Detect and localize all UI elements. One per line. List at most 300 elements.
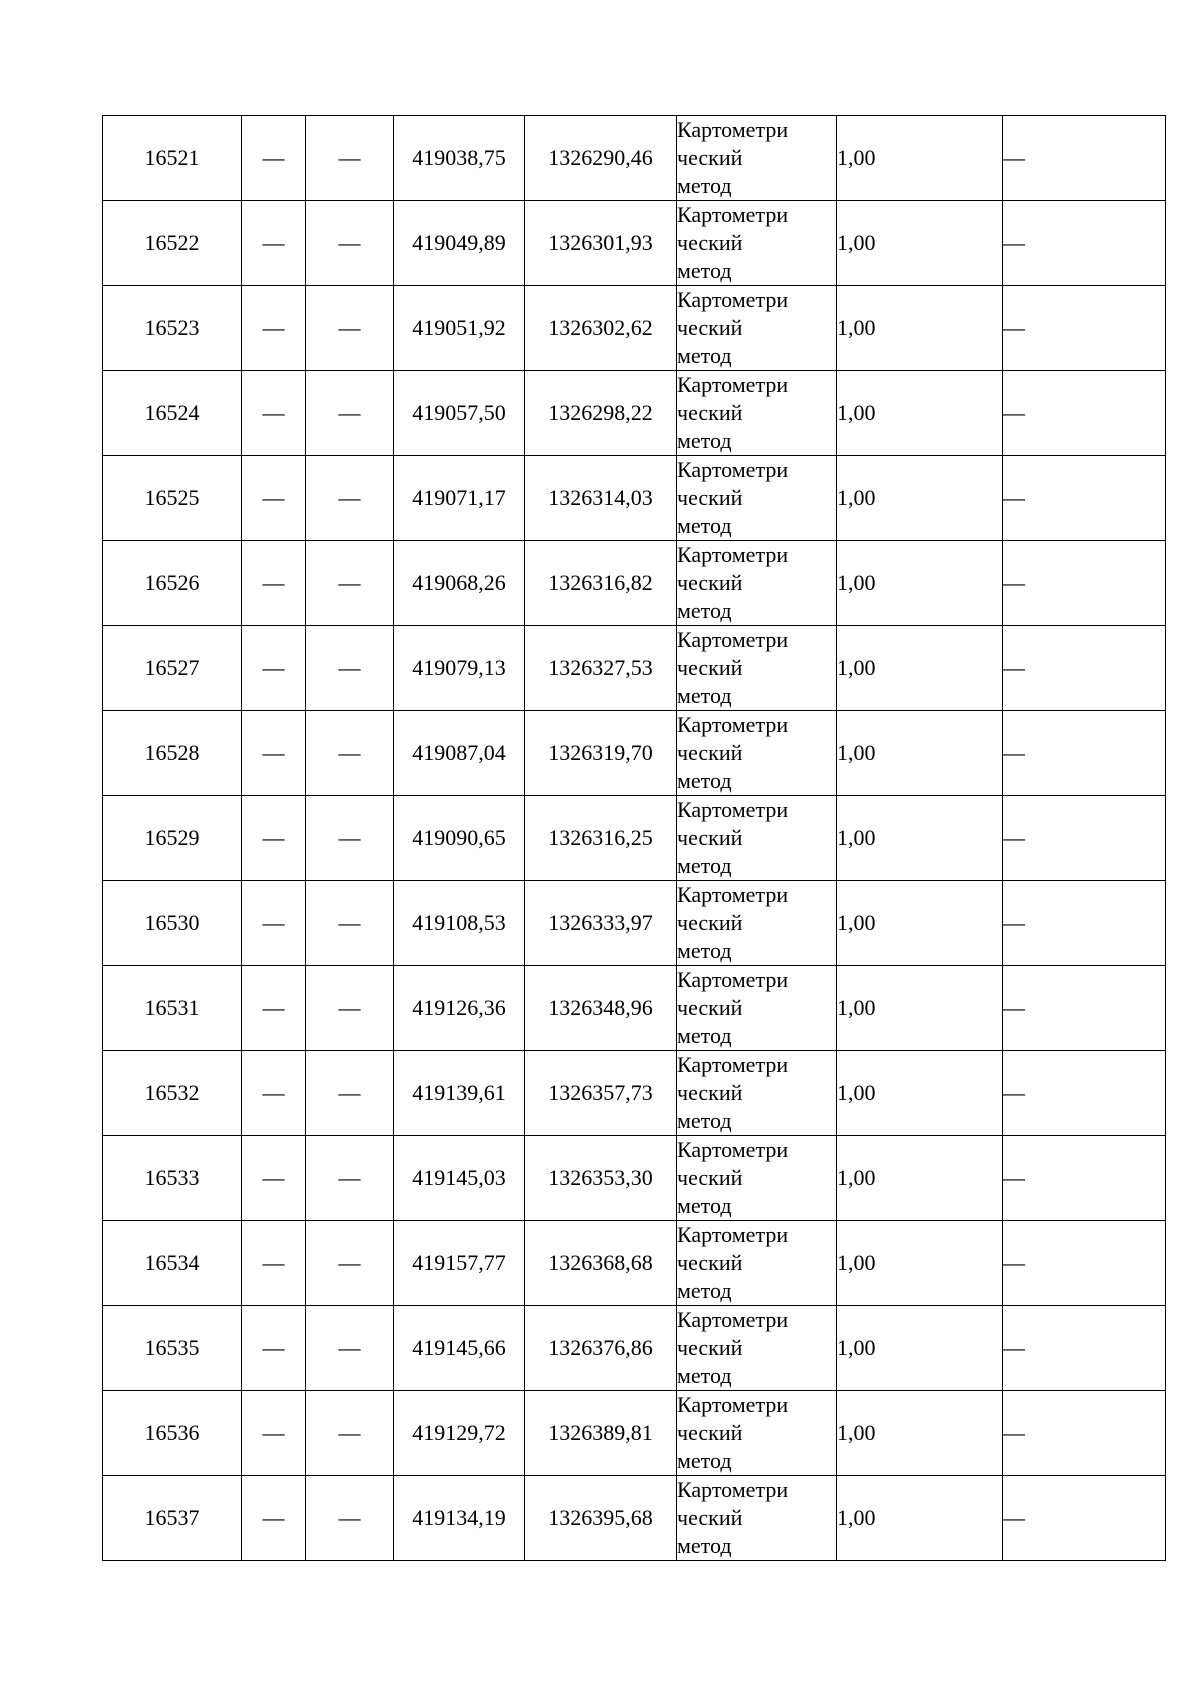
coordinate-x-cell: [394, 1306, 525, 1391]
method-cell: [677, 796, 837, 881]
empty-cell-1: [242, 456, 306, 541]
dash: —: [338, 400, 361, 425]
coordinate-y-cell: [525, 201, 677, 286]
method-line: метод: [677, 683, 732, 708]
method-line: Картометри: [677, 457, 789, 482]
coordinate-x: 419157,77: [412, 1250, 506, 1275]
accuracy-value: 1,00: [837, 230, 876, 255]
dash: —: [262, 740, 285, 765]
accuracy-cell: [837, 626, 1003, 711]
method-cell: [677, 1136, 837, 1221]
method-line: метод: [677, 598, 732, 623]
accuracy-value: 1,00: [837, 1420, 876, 1445]
dash: —: [1003, 995, 1025, 1020]
dash: —: [338, 145, 361, 170]
dash: —: [338, 230, 361, 255]
table-row: [103, 456, 1166, 541]
empty-cell-1: [242, 1136, 306, 1221]
dash: —: [338, 910, 361, 935]
method-cell: [677, 201, 837, 286]
coordinate-y: 1326353,30: [548, 1165, 653, 1190]
coordinate-x-cell: [394, 1476, 525, 1561]
method-line: ческий: [677, 485, 743, 510]
method-line: метод: [677, 768, 732, 793]
coordinate-y: 1326368,68: [548, 1250, 653, 1275]
point-number: 16533: [144, 1165, 200, 1190]
point-number: 16527: [144, 655, 200, 680]
empty-cell-1: [242, 541, 306, 626]
table-row: [103, 796, 1166, 881]
point-number-cell: [103, 1476, 242, 1561]
description-cell: [1003, 116, 1166, 201]
method-line: ческий: [677, 1505, 743, 1530]
method-line: метод: [677, 1023, 732, 1048]
coordinate-y-cell: [525, 796, 677, 881]
empty-cell-1: [242, 1221, 306, 1306]
dash: —: [1003, 230, 1025, 255]
dash: —: [262, 400, 285, 425]
empty-cell-1: [242, 1051, 306, 1136]
empty-cell-1: [242, 1391, 306, 1476]
point-number-cell: [103, 201, 242, 286]
description-cell: [1003, 711, 1166, 796]
dash: —: [262, 655, 285, 680]
method-cell: [677, 456, 837, 541]
coordinates-table: [102, 115, 1166, 1561]
dash: —: [338, 1080, 361, 1105]
dash: —: [338, 655, 361, 680]
table-row: [103, 966, 1166, 1051]
empty-cell-2: [306, 201, 394, 286]
empty-cell-1: [242, 1476, 306, 1561]
coordinate-x: 419145,66: [412, 1335, 506, 1360]
coordinate-x: 419134,19: [412, 1505, 506, 1530]
description-cell: [1003, 1476, 1166, 1561]
description-cell: [1003, 1051, 1166, 1136]
coordinate-x-cell: [394, 1051, 525, 1136]
coordinate-y: 1326302,62: [548, 315, 653, 340]
table-row: [103, 1476, 1166, 1561]
accuracy-cell: [837, 1136, 1003, 1221]
coordinate-x-cell: [394, 1391, 525, 1476]
method-cell: [677, 371, 837, 456]
coordinate-x-cell: [394, 456, 525, 541]
dash: —: [338, 1420, 361, 1445]
point-number: 16523: [144, 315, 200, 340]
point-number-cell: [103, 541, 242, 626]
coordinate-x: 419051,92: [412, 315, 506, 340]
coordinate-y: 1326316,25: [548, 825, 653, 850]
accuracy-value: 1,00: [837, 485, 876, 510]
dash: —: [262, 230, 285, 255]
empty-cell-2: [306, 286, 394, 371]
description-cell: [1003, 881, 1166, 966]
dash: —: [338, 1165, 361, 1190]
method-line: Картометри: [677, 1392, 789, 1417]
dash: —: [262, 1165, 285, 1190]
empty-cell-2: [306, 711, 394, 796]
method-line: ческий: [677, 1250, 743, 1275]
point-number: 16521: [144, 145, 200, 170]
method-cell: [677, 626, 837, 711]
point-number-cell: [103, 1221, 242, 1306]
method-line: метод: [677, 173, 732, 198]
empty-cell-2: [306, 116, 394, 201]
coordinate-y-cell: [525, 966, 677, 1051]
method-line: ческий: [677, 145, 743, 170]
description-cell: [1003, 456, 1166, 541]
coordinate-x-cell: [394, 796, 525, 881]
accuracy-value: 1,00: [837, 1505, 876, 1530]
dash: —: [1003, 145, 1025, 170]
method-line: Картометри: [677, 1052, 789, 1077]
method-cell: [677, 1391, 837, 1476]
coordinate-y-cell: [525, 541, 677, 626]
coordinate-x-cell: [394, 116, 525, 201]
coordinate-x: 419087,04: [412, 740, 506, 765]
point-number: 16526: [144, 570, 200, 595]
method-line: метод: [677, 1533, 732, 1558]
coordinate-x: 419108,53: [412, 910, 506, 935]
point-number: 16529: [144, 825, 200, 850]
coordinate-y-cell: [525, 1306, 677, 1391]
table-row: [103, 626, 1166, 711]
empty-cell-2: [306, 626, 394, 711]
coordinate-x-cell: [394, 286, 525, 371]
description-cell: [1003, 1306, 1166, 1391]
table-row: [103, 1221, 1166, 1306]
method-line: ческий: [677, 740, 743, 765]
coordinate-y: 1326316,82: [548, 570, 653, 595]
coordinate-x-cell: [394, 881, 525, 966]
point-number-cell: [103, 1136, 242, 1221]
coordinate-y-cell: [525, 1221, 677, 1306]
coordinate-x-cell: [394, 541, 525, 626]
accuracy-value: 1,00: [837, 145, 876, 170]
coordinate-x: 419049,89: [412, 230, 506, 255]
coordinate-y: 1326389,81: [548, 1420, 653, 1445]
empty-cell-1: [242, 371, 306, 456]
empty-cell-1: [242, 966, 306, 1051]
dash: —: [1003, 1335, 1025, 1360]
method-cell: [677, 1476, 837, 1561]
table-row: [103, 201, 1166, 286]
method-line: Картометри: [677, 1307, 789, 1332]
dash: —: [262, 1250, 285, 1275]
accuracy-cell: [837, 1306, 1003, 1391]
accuracy-value: 1,00: [837, 1080, 876, 1105]
coordinate-x-cell: [394, 371, 525, 456]
method-line: ческий: [677, 230, 743, 255]
method-line: Картометри: [677, 372, 789, 397]
table-row: [103, 371, 1166, 456]
empty-cell-2: [306, 371, 394, 456]
dash: —: [262, 315, 285, 340]
point-number-cell: [103, 796, 242, 881]
coordinate-y-cell: [525, 1391, 677, 1476]
coordinate-y-cell: [525, 1136, 677, 1221]
accuracy-cell: [837, 286, 1003, 371]
method-line: метод: [677, 1193, 732, 1218]
table-row: [103, 1306, 1166, 1391]
accuracy-value: 1,00: [837, 1335, 876, 1360]
table-row: [103, 541, 1166, 626]
method-cell: [677, 286, 837, 371]
coordinate-y: 1326298,22: [548, 400, 653, 425]
dash: —: [262, 1335, 285, 1360]
coordinate-y: 1326319,70: [548, 740, 653, 765]
method-cell: [677, 1306, 837, 1391]
coordinate-y-cell: [525, 626, 677, 711]
dash: —: [262, 145, 285, 170]
coordinate-x-cell: [394, 201, 525, 286]
accuracy-value: 1,00: [837, 910, 876, 935]
empty-cell-1: [242, 1306, 306, 1391]
dash: —: [338, 485, 361, 510]
description-cell: [1003, 371, 1166, 456]
empty-cell-2: [306, 1051, 394, 1136]
method-line: Картометри: [677, 287, 789, 312]
empty-cell-2: [306, 1306, 394, 1391]
method-line: ческий: [677, 570, 743, 595]
coordinate-x: 419145,03: [412, 1165, 506, 1190]
method-line: метод: [677, 1108, 732, 1133]
dash: —: [262, 1420, 285, 1445]
accuracy-cell: [837, 881, 1003, 966]
empty-cell-2: [306, 966, 394, 1051]
point-number: 16535: [144, 1335, 200, 1360]
point-number: 16536: [144, 1420, 200, 1445]
dash: —: [1003, 400, 1025, 425]
dash: —: [1003, 1420, 1025, 1445]
dash: —: [1003, 570, 1025, 595]
dash: —: [1003, 1250, 1025, 1275]
method-cell: [677, 881, 837, 966]
method-line: Картометри: [677, 712, 789, 737]
accuracy-value: 1,00: [837, 400, 876, 425]
coordinate-x-cell: [394, 1136, 525, 1221]
accuracy-value: 1,00: [837, 1165, 876, 1190]
coordinate-y-cell: [525, 1051, 677, 1136]
dash: —: [1003, 740, 1025, 765]
coordinate-x: 419139,61: [412, 1080, 506, 1105]
table-row: [103, 711, 1166, 796]
coordinate-x: 419090,65: [412, 825, 506, 850]
coordinate-y: 1326357,73: [548, 1080, 653, 1105]
point-number-cell: [103, 116, 242, 201]
dash: —: [1003, 1080, 1025, 1105]
coordinate-x-cell: [394, 711, 525, 796]
point-number-cell: [103, 711, 242, 796]
description-cell: [1003, 286, 1166, 371]
method-line: ческий: [677, 1420, 743, 1445]
method-line: Картометри: [677, 1137, 789, 1162]
method-line: ческий: [677, 1335, 743, 1360]
accuracy-cell: [837, 1221, 1003, 1306]
coordinate-y-cell: [525, 1476, 677, 1561]
coordinate-y: 1326376,86: [548, 1335, 653, 1360]
accuracy-value: 1,00: [837, 315, 876, 340]
description-cell: [1003, 1136, 1166, 1221]
accuracy-value: 1,00: [837, 570, 876, 595]
accuracy-value: 1,00: [837, 740, 876, 765]
dash: —: [338, 1505, 361, 1530]
dash: —: [1003, 315, 1025, 340]
coordinate-y-cell: [525, 711, 677, 796]
empty-cell-1: [242, 201, 306, 286]
dash: —: [338, 825, 361, 850]
accuracy-cell: [837, 456, 1003, 541]
empty-cell-1: [242, 796, 306, 881]
method-line: метод: [677, 1363, 732, 1388]
dash: —: [262, 570, 285, 595]
coordinate-y-cell: [525, 371, 677, 456]
method-line: ческий: [677, 315, 743, 340]
coordinate-x: 419057,50: [412, 400, 506, 425]
accuracy-cell: [837, 541, 1003, 626]
dash: —: [262, 1505, 285, 1530]
dash: —: [338, 995, 361, 1020]
description-cell: [1003, 966, 1166, 1051]
dash: —: [262, 995, 285, 1020]
dash: —: [338, 1250, 361, 1275]
dash: —: [262, 1080, 285, 1105]
method-line: Картометри: [677, 967, 789, 992]
description-cell: [1003, 201, 1166, 286]
dash: —: [1003, 1505, 1025, 1530]
method-line: метод: [677, 1278, 732, 1303]
coordinate-y: 1326327,53: [548, 655, 653, 680]
empty-cell-2: [306, 881, 394, 966]
dash: —: [262, 910, 285, 935]
method-line: ческий: [677, 1165, 743, 1190]
coordinate-y-cell: [525, 286, 677, 371]
point-number-cell: [103, 371, 242, 456]
accuracy-cell: [837, 1051, 1003, 1136]
method-line: ческий: [677, 655, 743, 680]
coordinate-x: 419129,72: [412, 1420, 506, 1445]
point-number: 16531: [144, 995, 200, 1020]
empty-cell-2: [306, 1391, 394, 1476]
dash: —: [1003, 825, 1025, 850]
empty-cell-1: [242, 286, 306, 371]
point-number: 16522: [144, 230, 200, 255]
empty-cell-1: [242, 116, 306, 201]
table-row: [103, 116, 1166, 201]
empty-cell-2: [306, 1136, 394, 1221]
method-line: метод: [677, 343, 732, 368]
dash: —: [338, 570, 361, 595]
method-line: Картометри: [677, 882, 789, 907]
description-cell: [1003, 541, 1166, 626]
table-row: [103, 1136, 1166, 1221]
coordinate-y: 1326348,96: [548, 995, 653, 1020]
accuracy-cell: [837, 201, 1003, 286]
point-number: 16525: [144, 485, 200, 510]
method-cell: [677, 541, 837, 626]
accuracy-cell: [837, 371, 1003, 456]
empty-cell-2: [306, 796, 394, 881]
accuracy-value: 1,00: [837, 1250, 876, 1275]
method-line: Картометри: [677, 1222, 789, 1247]
method-line: ческий: [677, 910, 743, 935]
method-cell: [677, 116, 837, 201]
method-line: метод: [677, 513, 732, 538]
empty-cell-2: [306, 541, 394, 626]
point-number: 16534: [144, 1250, 200, 1275]
method-line: метод: [677, 428, 732, 453]
point-number-cell: [103, 626, 242, 711]
point-number-cell: [103, 966, 242, 1051]
coordinate-x: 419068,26: [412, 570, 506, 595]
method-cell: [677, 711, 837, 796]
table-row: [103, 881, 1166, 966]
dash: —: [1003, 485, 1025, 510]
method-line: метод: [677, 938, 732, 963]
point-number-cell: [103, 1391, 242, 1476]
dash: —: [338, 1335, 361, 1360]
method-line: ческий: [677, 1080, 743, 1105]
coordinate-x-cell: [394, 966, 525, 1051]
coordinate-y: 1326395,68: [548, 1505, 653, 1530]
method-line: ческий: [677, 995, 743, 1020]
table-row: [103, 286, 1166, 371]
method-line: метод: [677, 853, 732, 878]
accuracy-cell: [837, 796, 1003, 881]
accuracy-cell: [837, 1391, 1003, 1476]
dash: —: [338, 740, 361, 765]
coordinate-y-cell: [525, 881, 677, 966]
coordinate-x-cell: [394, 1221, 525, 1306]
accuracy-cell: [837, 116, 1003, 201]
description-cell: [1003, 796, 1166, 881]
point-number-cell: [103, 456, 242, 541]
dash: —: [1003, 1165, 1025, 1190]
table-body: [103, 116, 1166, 1561]
method-line: Картометри: [677, 627, 789, 652]
accuracy-value: 1,00: [837, 995, 876, 1020]
method-line: ческий: [677, 400, 743, 425]
dash: —: [262, 825, 285, 850]
method-line: ческий: [677, 825, 743, 850]
table-row: [103, 1051, 1166, 1136]
point-number: 16528: [144, 740, 200, 765]
method-cell: [677, 966, 837, 1051]
accuracy-value: 1,00: [837, 655, 876, 680]
dash: —: [1003, 910, 1025, 935]
point-number: 16532: [144, 1080, 200, 1105]
point-number-cell: [103, 1306, 242, 1391]
coordinate-x-cell: [394, 626, 525, 711]
accuracy-cell: [837, 711, 1003, 796]
method-line: Картометри: [677, 117, 789, 142]
coordinate-x: 419071,17: [412, 485, 506, 510]
table-row: [103, 1391, 1166, 1476]
point-number: 16537: [144, 1505, 200, 1530]
empty-cell-2: [306, 1476, 394, 1561]
empty-cell-1: [242, 711, 306, 796]
dash: —: [262, 485, 285, 510]
method-line: метод: [677, 258, 732, 283]
coordinate-y: 1326290,46: [548, 145, 653, 170]
method-line: Картометри: [677, 797, 789, 822]
method-line: метод: [677, 1448, 732, 1473]
coordinate-x: 419038,75: [412, 145, 506, 170]
method-line: Картометри: [677, 1477, 789, 1502]
point-number-cell: [103, 286, 242, 371]
empty-cell-1: [242, 881, 306, 966]
coordinate-y: 1326333,97: [548, 910, 653, 935]
